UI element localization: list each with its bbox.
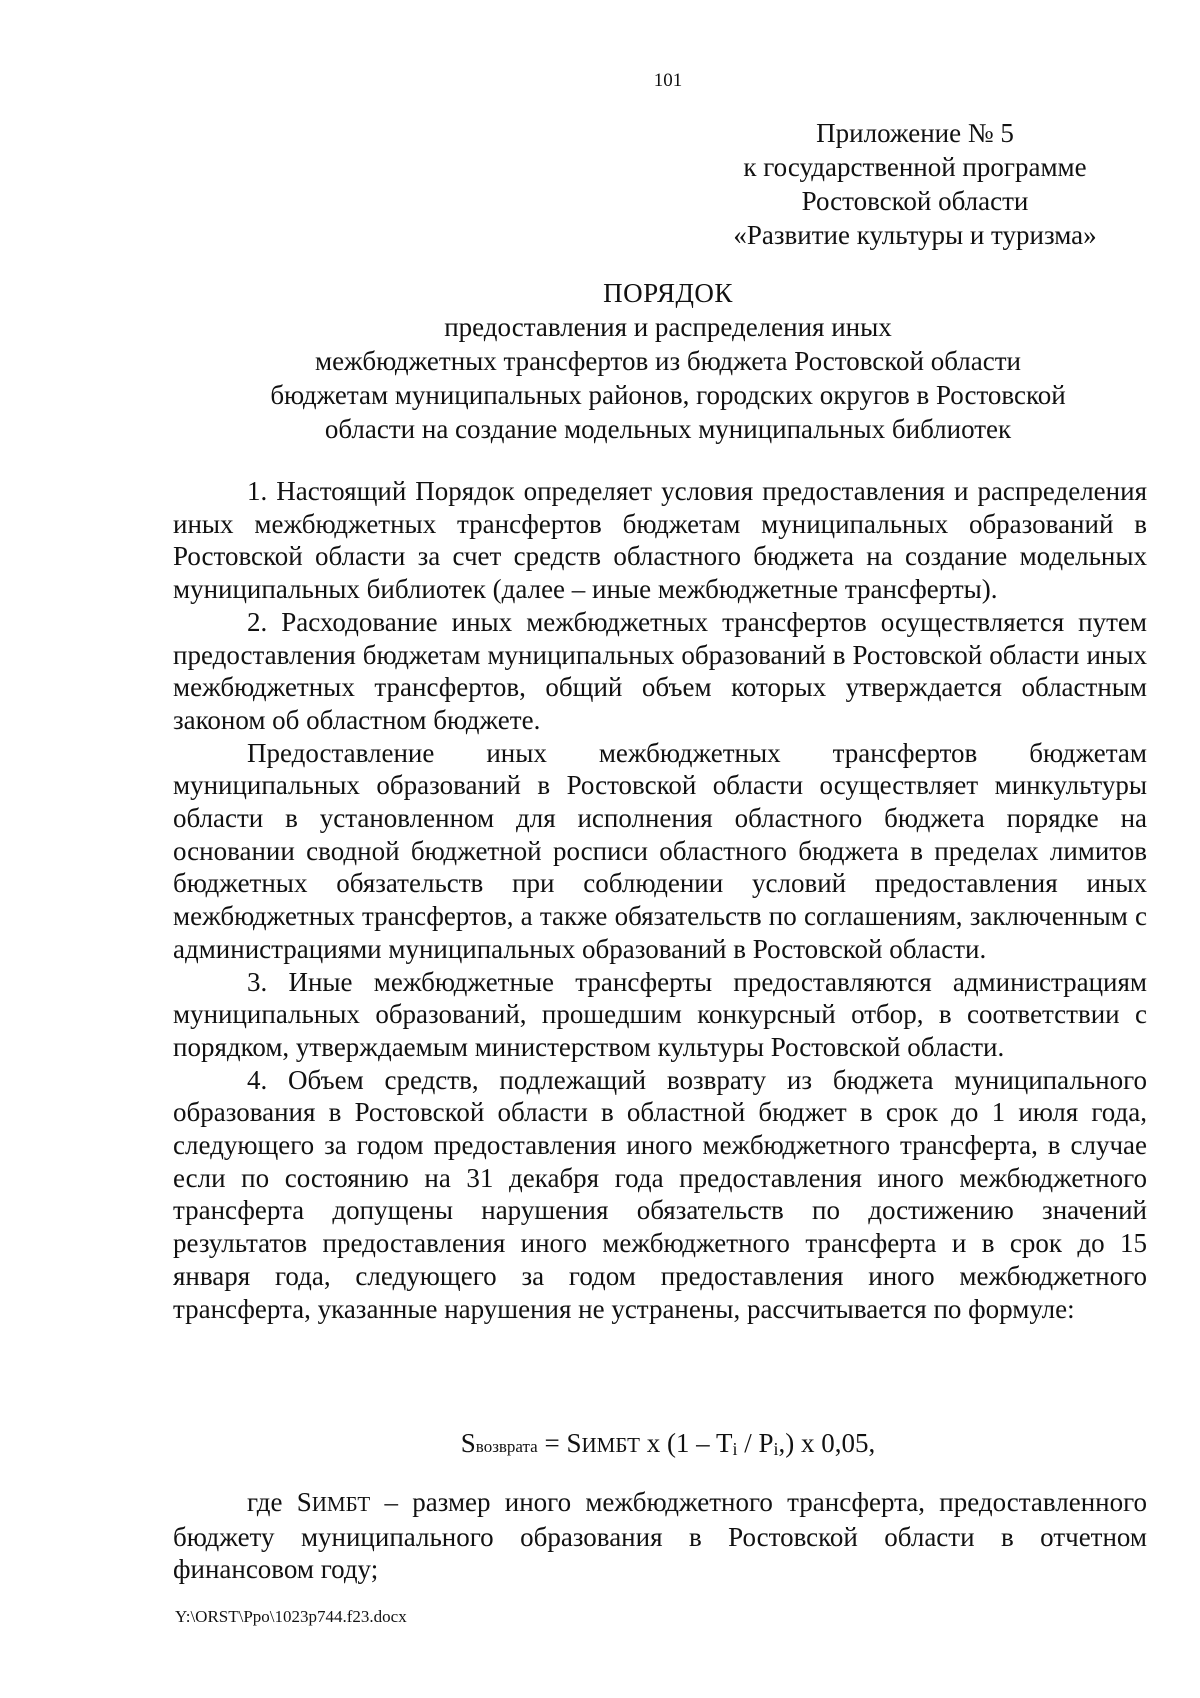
definition-text: – размер иного межбюджетного трансферта, предоставленного бюджету муниципального образования в Ростовской области в отчетном финансовом году; bbox=[173, 1487, 1148, 1585]
paragraph-4: 3. Иные межбюджетные трансферты предоставляются администрациям муниципальных образований, прошедшим конкурсный отбор, в соответствии с порядком, утверждаемым министерством культуры Ростовской области. bbox=[173, 966, 1147, 1062]
definition-paragraph bbox=[173, 1486, 1147, 1586]
return-formula bbox=[0, 1428, 1200, 1460]
formula-part: = S bbox=[537, 1428, 582, 1458]
appendix-line: Ростовской области bbox=[801, 186, 1029, 216]
subtitle-line: области на создание модельных муниципальных библиотек bbox=[324, 414, 1012, 444]
paragraph-2: 2. Расходование иных межбюджетных трансфертов осуществляется путем предоставления бюджетам муниципальных образований в Ростовской области иных межбюджетных трансфертов, общий объем которых утверждается областным законом об областном бюджете. bbox=[173, 606, 1147, 735]
paragraph-1: 1. Настоящий Порядок определяет условия предоставления и распределения иных межбюджетных трансфертов бюджетам муниципальных образований в Ростовской области за счет средств областного бюджета на создание модельных муниципальных библиотек (далее – иные межбюджетные трансферты). bbox=[173, 476, 1147, 605]
subtitle-line: межбюджетных трансфертов из бюджета Ростовской области bbox=[314, 346, 1021, 376]
definition-subscript: ИМБТ bbox=[311, 1492, 371, 1516]
appendix-line: «Развитие культуры и туризма» bbox=[733, 220, 1097, 250]
subtitle-line: бюджетам муниципальных районов, городских округов в Ростовской bbox=[270, 380, 1066, 410]
formula-part: / P bbox=[737, 1428, 774, 1458]
subtitle-line: предоставления и распределения иных bbox=[444, 312, 892, 342]
formula-subscript: ИМБТ bbox=[581, 1433, 640, 1457]
appendix-line: Приложение № 5 bbox=[816, 118, 1014, 148]
definition-lead: где S bbox=[247, 1487, 312, 1517]
formula-part: ,) x 0,05, bbox=[778, 1428, 876, 1458]
document-body bbox=[173, 475, 1147, 1325]
footer-file-path: Y:\ORST\Ppo\1023p744.f23.docx bbox=[175, 1607, 407, 1626]
formula-subscript: возврата bbox=[475, 1437, 538, 1456]
formula-part: x (1 – T bbox=[639, 1428, 733, 1458]
formula-part: S bbox=[460, 1428, 476, 1458]
appendix-header bbox=[700, 116, 1130, 252]
document-title: ПОРЯДОК bbox=[603, 278, 733, 308]
appendix-line: к государственной программе bbox=[743, 152, 1087, 182]
formula-subscript: i bbox=[773, 1439, 779, 1459]
page-number: 101 bbox=[653, 70, 683, 91]
paragraph-5: 4. Объем средств, подлежащий возврату из бюджета муниципального образования в Ростовской области в областной бюджет в срок до 1 июля года, следующего за годом предоставления иного межбюджетного трансферта, в случае если по состоянию на 31 декабря года предоставления иного межбюджетного трансферта допущены нарушения обязательств по достижению значений результатов предоставления иного межбюджетного трансферта и в срок до 15 января года, следующего за годом предоставления иного межбюджетного трансферта, указанные нарушения не устранены, рассчитывается по формуле: bbox=[173, 1064, 1147, 1324]
document-subtitle bbox=[170, 310, 1166, 446]
formula-subscript: i bbox=[732, 1439, 738, 1459]
paragraph-3: Предоставление иных межбюджетных трансфертов бюджетам муниципальных образований в Ростовской области осуществляет минкультуры области в установленном для исполнения областного бюджета порядке на основании сводной бюджетной росписи областного бюджета в пределах лимитов бюджетных обязательств при соблюдении условий предоставления иных межбюджетных трансфертов, а также обязательств по соглашениям, заключенным с администрациями муниципальных образований в Ростовской области. bbox=[173, 737, 1147, 964]
formula-definition bbox=[173, 1486, 1147, 1586]
